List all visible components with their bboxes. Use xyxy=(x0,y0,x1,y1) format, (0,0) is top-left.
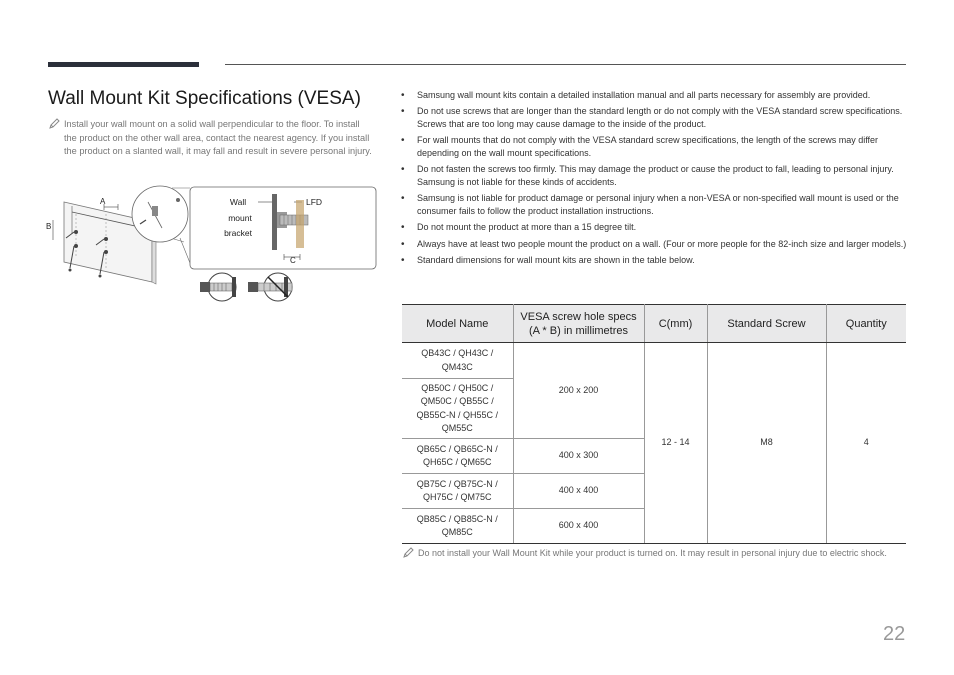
header-c-mm: C(mm) xyxy=(644,305,707,343)
page-title: Wall Mount Kit Specifications (VESA) xyxy=(48,88,361,109)
pencil-note-icon xyxy=(48,118,60,130)
header-model-name: Model Name xyxy=(402,305,513,343)
prohibited-screw-icon xyxy=(248,273,292,301)
pencil-note-icon xyxy=(402,547,414,559)
header-vesa-specs xyxy=(513,305,644,343)
header-quantity: Quantity xyxy=(826,305,906,343)
precaution-list xyxy=(401,89,907,270)
table-header-row xyxy=(402,305,906,343)
model-cell: QB75C / QB75C-N / QH75C / QM75C xyxy=(402,474,513,509)
wall-label: Wall xyxy=(229,197,247,207)
c-mm-cell: 12 - 14 xyxy=(644,343,707,544)
vesa-cell: 200 x 200 xyxy=(513,343,644,439)
power-off-note-text: Do not install your Wall Mount Kit while your product is turned on. It may result in personal injury due to electric shock. xyxy=(418,548,887,558)
list-item: • Standard dimensions for wall mount kits are shown in the table below. xyxy=(401,254,907,267)
dimension-b-label: B xyxy=(46,222,52,231)
screw-cell: M8 xyxy=(707,343,826,544)
mount-label: mount xyxy=(228,213,252,223)
table-row xyxy=(402,343,906,379)
model-cell: QB50C / QH50C / QM50C / QB55C / QB55C-N / QH55C / QM55C xyxy=(402,379,513,439)
screw-closeup-circle xyxy=(132,186,188,242)
quantity-cell: 4 xyxy=(826,343,906,544)
header-accent-bar xyxy=(48,62,199,67)
page-number: 22 xyxy=(883,623,906,645)
dimension-a-label: A xyxy=(100,197,106,206)
vesa-cell: 400 x 300 xyxy=(513,439,644,474)
model-cell: QB65C / QB65C-N / QH65C / QM65C xyxy=(402,439,513,474)
vesa-cell: 400 x 400 xyxy=(513,474,644,509)
vesa-cell: 600 x 400 xyxy=(513,509,644,544)
vesa-spec-table xyxy=(402,304,906,544)
correct-screw-icon xyxy=(200,273,236,301)
list-item: • Samsung is not liable for product damage or personal injury when a non-VESA or non-specified wall mount is used or the consumer fails to follow the product installation instructions. xyxy=(401,192,907,218)
model-cell: QB43C / QH43C / QM43C xyxy=(402,343,513,379)
list-item: • Do not fasten the screws too firmly. This may damage the product or cause the product to fall, leading to personal injury. Samsung is not liable for these kinds of accidents. xyxy=(401,163,907,189)
list-item: • Always have at least two people mount the product on a wall. (Four or more people for the 82-inch size and larger models.) xyxy=(401,238,907,251)
bracket-label: bracket xyxy=(224,228,252,238)
header-rule xyxy=(225,64,906,65)
list-item: • Samsung wall mount kits contain a detailed installation manual and all parts necessary for assembly are provided. xyxy=(401,89,907,102)
wall-mount-diagram xyxy=(44,184,380,308)
header-vesa-line1: VESA screw hole specs xyxy=(520,310,637,323)
screw-detail-box xyxy=(190,187,376,269)
header-vesa-line2: (A * B) in millimetres xyxy=(528,324,629,337)
install-note-text: Install your wall mount on a solid wall perpendicular to the floor. To install the product on the other wall area, contact the nearest agency. If you install the product on a slanted wall, it may fall and result in severe personal injury. xyxy=(64,119,372,157)
power-off-note xyxy=(402,547,908,560)
lfd-label: LFD xyxy=(306,197,323,207)
dimension-c-label: C xyxy=(290,256,296,265)
list-item: • Do not use screws that are longer than the standard length or do not comply with the VESA standard screw specifications. Screws that are too long may cause damage to the inside of the product. xyxy=(401,105,907,131)
model-cell: QB85C / QB85C-N / QM85C xyxy=(402,509,513,544)
list-item: • Do not mount the product at more than a 15 degree tilt. xyxy=(401,221,907,234)
header-standard-screw: Standard Screw xyxy=(707,305,826,343)
list-item: • For wall mounts that do not comply with the VESA standard screw specifications, the length of the screws may differ depending on the wall mount specifications. xyxy=(401,134,907,160)
install-note xyxy=(48,118,373,159)
